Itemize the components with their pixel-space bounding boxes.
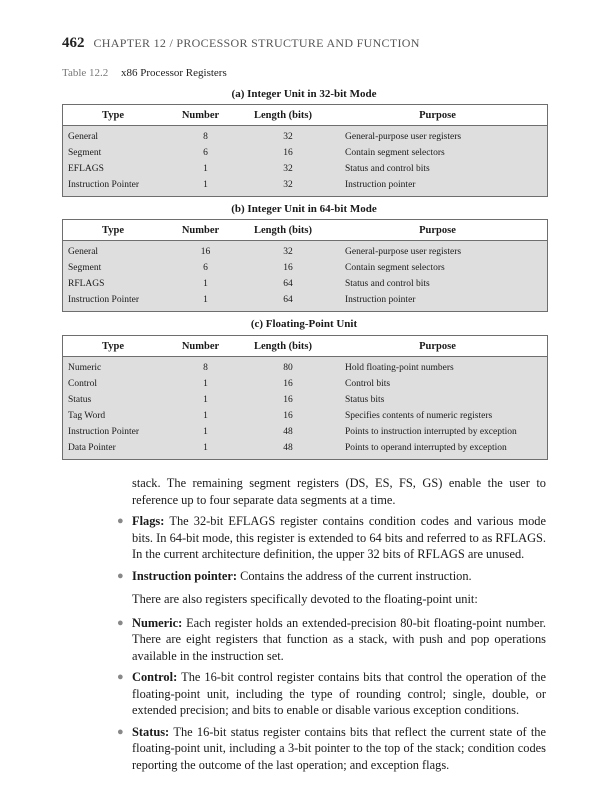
section-b-table [62,219,548,312]
table-number: Table 12.2 [62,67,109,79]
cell-type: EFLAGS [68,164,104,174]
table-row [63,360,547,376]
cell-length: 16 [283,379,293,389]
table-body [63,241,547,311]
cell-purpose: Hold floating-point numbers [345,363,454,373]
cell-purpose: Status and control bits [345,279,430,289]
col-length-header: Length (bits) [253,340,313,352]
cell-length: 32 [283,164,293,174]
col-type-header: Type [102,224,124,236]
bullet-control [117,669,546,719]
col-number-header: Number [181,340,220,352]
table-row [63,129,547,145]
cell-type: Status [68,395,92,405]
cell-length: 16 [283,411,293,421]
section-b-subtitle: (b) Integer Unit in 64-bit Mode [231,203,377,215]
col-number-header: Number [181,109,220,121]
cell-purpose: Points to operand interrupted by exception [345,443,507,453]
cell-purpose: Contain segment selectors [345,148,445,158]
cell-length: 32 [283,180,293,190]
table-body [63,126,547,196]
cell-number: 1 [203,411,208,421]
bullet-term: Flags: [132,514,170,528]
bullet-text: The 32-bit EFLAGS register contains condition codes and various mode bits. In 64-bit mode, this register is extended to 64 bits and referred to as RFLAGS. In the current architecture definition, the upper 32 bits of RFLAGS are unused. [132,514,546,561]
section-c-table [62,335,548,460]
section-a-table [62,104,548,197]
cell-type: Control [68,379,98,389]
bullet-icon: ● [117,569,124,582]
bullet-text: Each register holds an extended-precision 80-bit floating-point number. There are eight registers that function as a stack, with push and pop operations available in the instruction set. [132,615,546,663]
page-number: 462 [62,35,85,51]
bullet-flags [117,513,546,563]
cell-length: 16 [283,395,293,405]
table-header-row [63,336,547,357]
bullet-term: Numeric: [132,615,187,630]
table-row [63,276,547,292]
table-row [63,408,547,424]
cell-number: 1 [203,395,208,405]
table-row [63,161,547,177]
col-type-header: Type [102,109,124,121]
table-row [63,177,547,193]
cell-type: Data Pointer [68,443,116,453]
cell-type: Numeric [68,363,102,373]
cell-type: Instruction Pointer [68,427,139,437]
bullet-icon: ● [117,515,124,527]
cell-number: 16 [200,247,211,257]
cell-type: Instruction Pointer [68,295,139,305]
bullet-numeric [117,615,546,665]
table-title: x86 Processor Registers [121,67,227,79]
bullet-term: Instruction pointer: [132,568,241,583]
cell-number: 8 [203,363,208,373]
cell-number: 6 [203,263,208,273]
cell-number: 1 [203,379,208,389]
cell-number: 1 [203,295,208,305]
cell-number: 1 [203,279,208,289]
cell-type: Tag Word [68,411,106,421]
cell-length: 48 [283,427,293,437]
col-length-header: Length (bits) [253,109,313,121]
cell-length: 64 [283,295,293,305]
cell-purpose: Control bits [345,379,391,389]
col-type-header: Type [102,340,124,352]
cell-purpose: Instruction pointer [345,295,416,305]
cell-purpose: Status bits [345,395,385,405]
table-row [63,376,547,392]
cell-purpose: Specifies contents of numeric registers [345,411,493,421]
bullet-instruction-pointer [117,568,546,585]
running-header [62,35,420,52]
cell-purpose: Instruction pointer [345,180,416,190]
cell-type: Segment [68,263,102,273]
table-row [63,424,547,440]
cell-type: Instruction Pointer [68,180,139,190]
cell-type: General [68,132,99,142]
bullet-text: Contains the address of the current instruction. [240,568,472,583]
bullet-status [117,724,546,774]
col-purpose-header: Purpose [419,109,456,121]
table-row [63,260,547,276]
table-row [63,292,547,308]
bullet-icon: ● [117,725,124,738]
cell-number: 6 [203,148,208,158]
cell-number: 1 [203,180,208,190]
cell-type: General [68,247,99,257]
table-header-row [63,220,547,241]
fpu-intro-paragraph: There are also registers specifically devoted to the floating-point unit: [132,592,478,606]
col-purpose-header: Purpose [419,340,456,352]
cell-length: 32 [283,247,293,257]
col-purpose-header: Purpose [419,224,456,236]
table-caption [62,67,227,79]
bullet-text: The 16-bit control register contains bits that control the operation of the floating-point unit, including the type of rounding control; single, double, or extended precision; and bits to enable or disable various exception conditions. [132,670,546,717]
cell-number: 8 [203,132,208,142]
cell-length: 64 [283,279,293,289]
cell-purpose: Status and control bits [345,164,430,174]
bullet-icon: ● [117,616,124,629]
bullet-icon: ● [117,671,124,683]
table-row [63,392,547,408]
section-c-subtitle: (c) Floating-Point Unit [250,318,358,330]
cell-length: 48 [283,443,293,453]
cell-length: 32 [283,132,293,142]
cell-length: 16 [283,263,293,273]
cell-number: 1 [203,443,208,453]
table-row [63,145,547,161]
cell-purpose: General-purpose user registers [345,247,462,257]
table-row [63,440,547,456]
cell-length: 16 [283,148,293,158]
cell-purpose: General-purpose user registers [345,132,462,142]
section-a-subtitle: (a) Integer Unit in 32-bit Mode [231,88,377,100]
table-header-row [63,105,547,126]
bullet-term: Control: [132,670,182,684]
body-text [117,475,546,773]
cell-purpose: Contain segment selectors [345,263,445,273]
cell-length: 80 [283,363,293,373]
col-length-header: Length (bits) [253,224,313,236]
bullet-text: The 16-bit status register contains bits that reflect the current state of the floating-point unit, including a 3-bit pointer to the top of the stack; condition codes reporting the outcome of the last operation; and exception flags. [132,724,546,772]
cell-type: RFLAGS [68,279,105,289]
table-row [63,244,547,260]
cell-purpose: Points to instruction interrupted by exception [345,427,517,437]
table-body [63,357,547,459]
cell-type: Segment [68,148,102,158]
cell-number: 1 [203,427,208,437]
chapter-title: CHAPTER 12 / PROCESSOR STRUCTURE AND FUNCTION [93,36,420,50]
col-number-header: Number [181,224,220,236]
intro-paragraph: stack. The remaining segment registers (DS, ES, FS, GS) enable the user to reference up to four separate data segments at a time. [132,476,546,507]
cell-number: 1 [203,164,208,174]
bullet-term: Status: [132,724,174,739]
